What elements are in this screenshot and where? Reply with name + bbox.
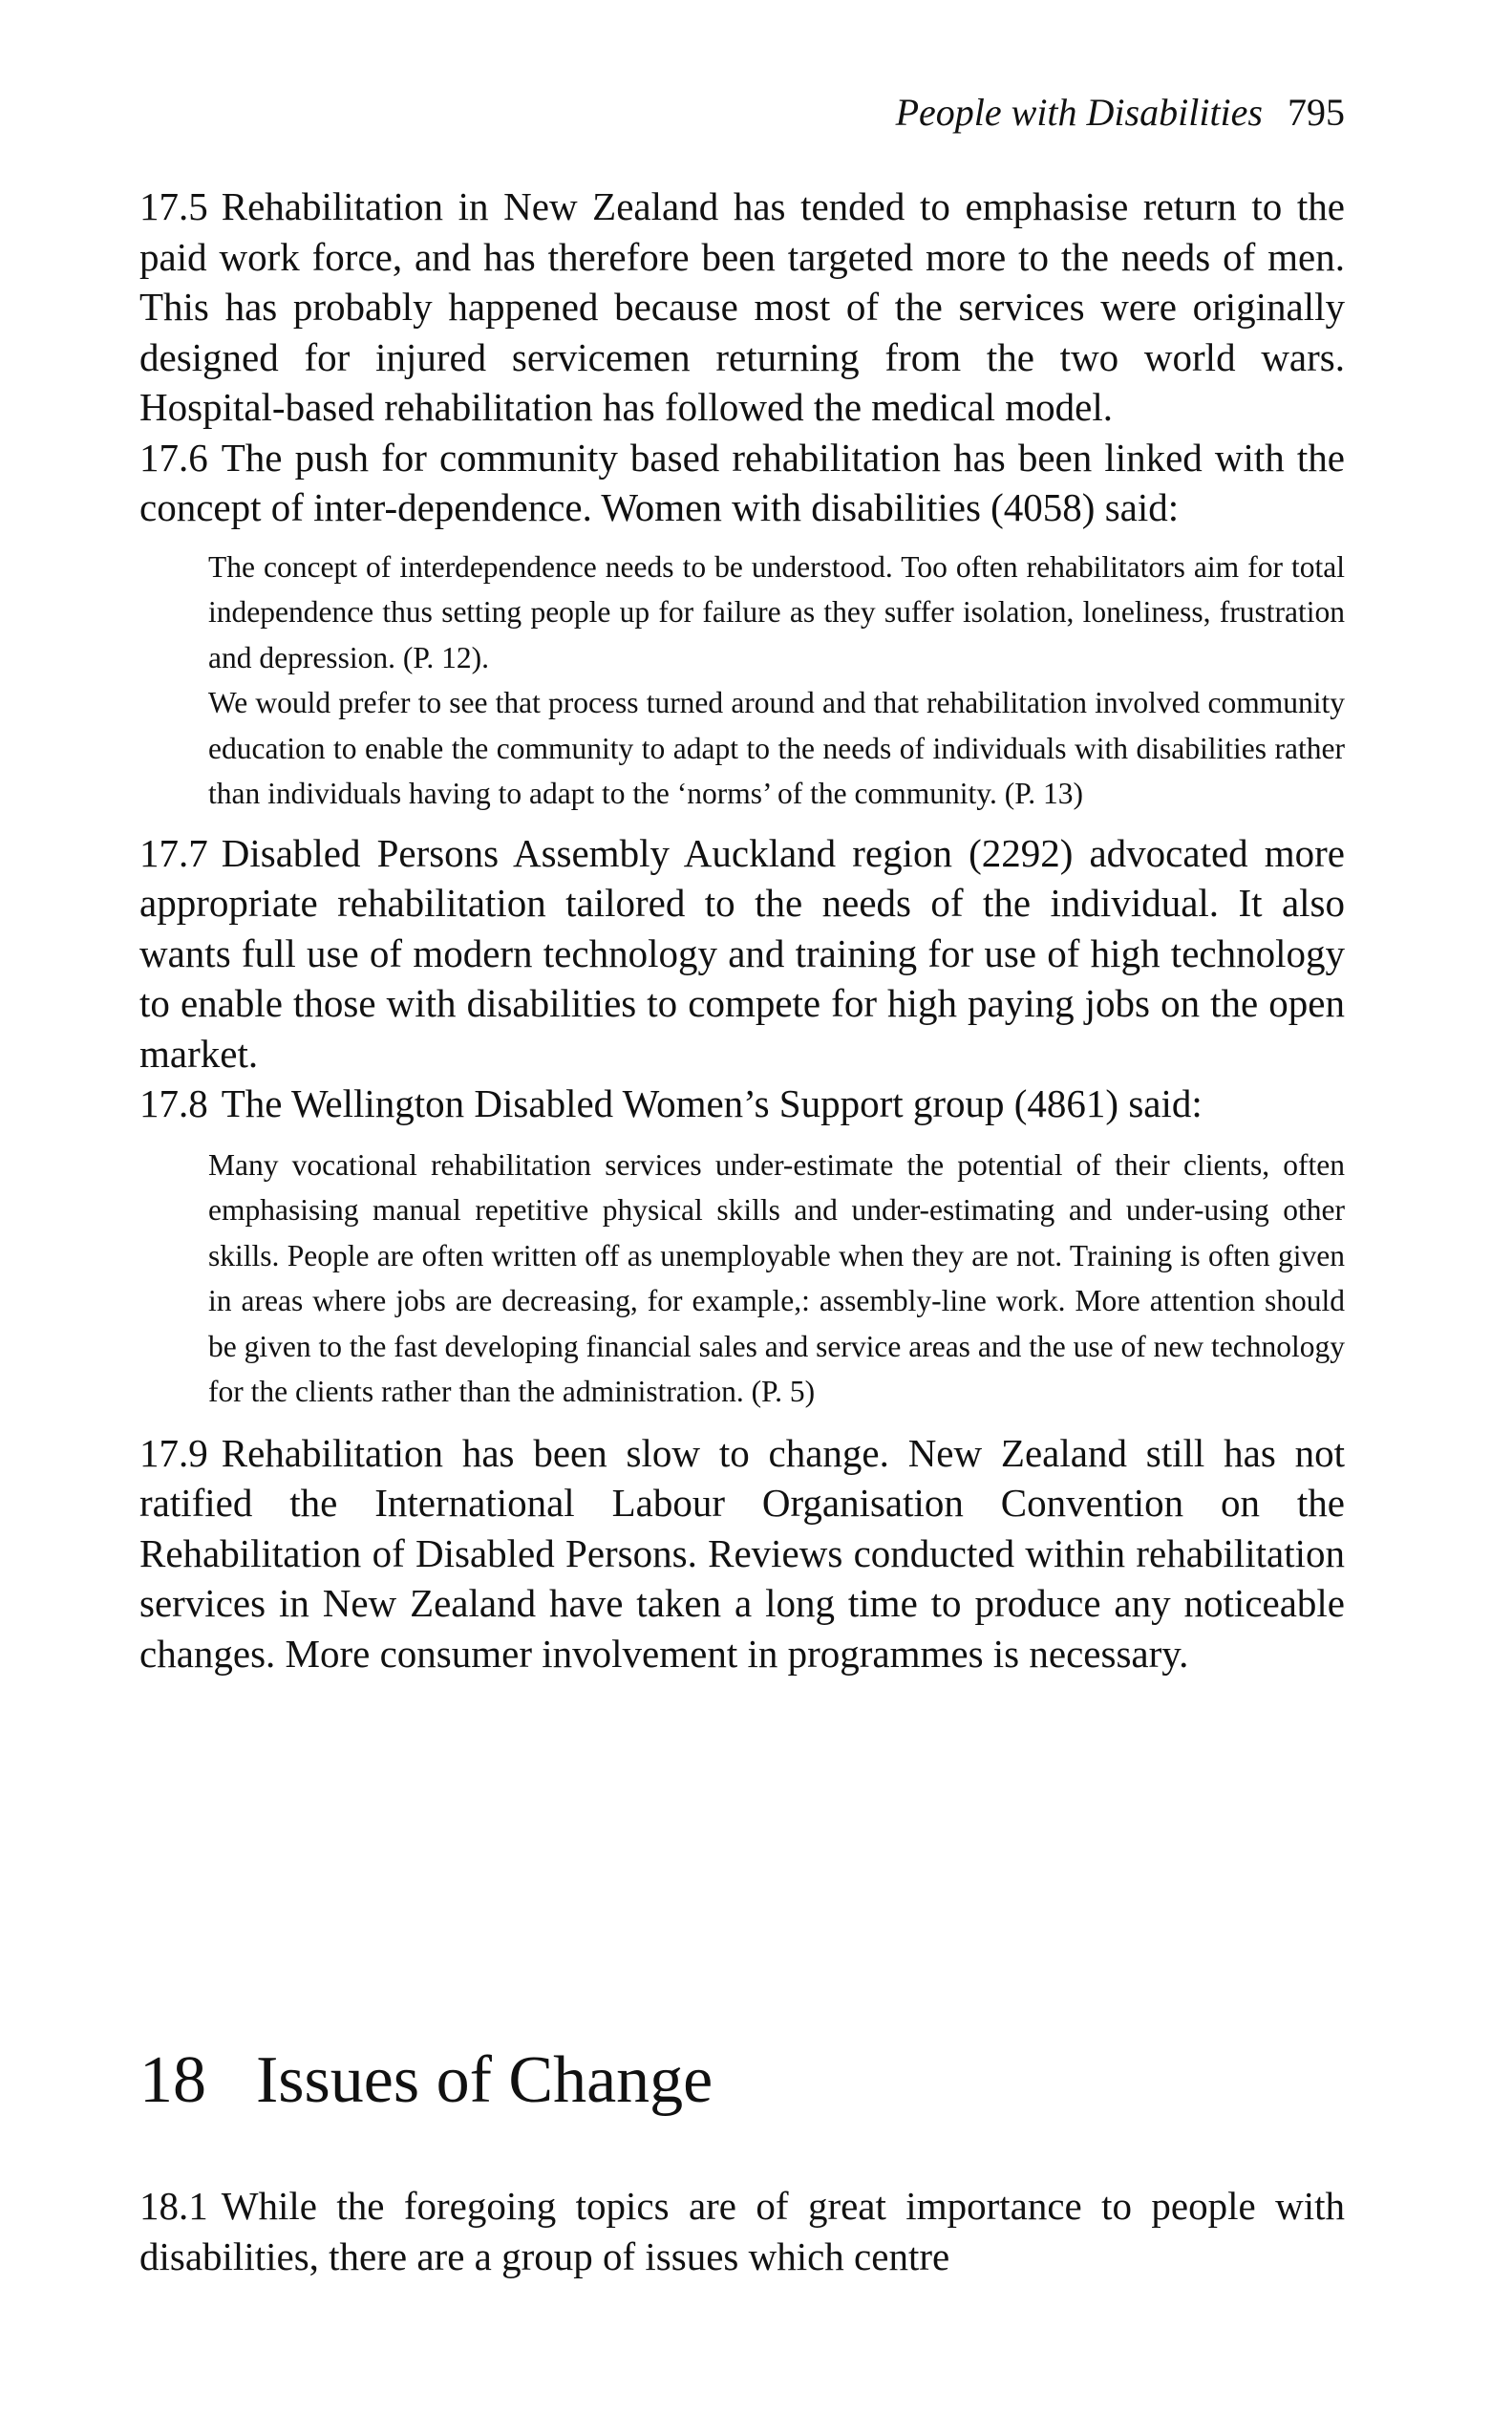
paragraph-number: 18.1 <box>139 2184 208 2228</box>
paragraph-17-8 <box>139 1079 1345 1129</box>
chapter-17-body <box>139 182 1345 1678</box>
chapter-18-body <box>139 2181 1345 2281</box>
quote-paragraph: We would prefer to see that process turned around and that rehabilitation involved community education to enable the community to adapt to the needs of individuals with disabilities rather than individuals having to adapt to the ‘norms’ of the community. (P. 13) <box>208 686 1345 810</box>
section-title: Issues of Change <box>256 2043 713 2117</box>
paragraph-number: 17.8 <box>139 1081 208 1125</box>
paragraph-text: Disabled Persons Assembly Auckland region (2292) advocated more appropriate rehabilitation tailored to the needs of the individual. It also wants full use of modern technology and training for use of high technology to enable those with disabilities to compete for high paying jobs on the open market. <box>139 830 1345 1076</box>
paragraph-number: 17.9 <box>139 1430 208 1475</box>
quote-paragraph: The concept of interdependence needs to be understood. Too often rehabilitators aim for total independence thus setting people up for failure as they suffer isolation, loneliness, frustration and depression. (P. 12). <box>208 549 1345 674</box>
paragraph-text: The Wellington Disabled Women’s Support group (4861) said: <box>221 1081 1203 1125</box>
page-number: 795 <box>1288 91 1345 134</box>
paragraph-number: 17.6 <box>139 435 208 480</box>
section-heading-18 <box>139 2043 713 2117</box>
paragraph-17-6 <box>139 433 1345 533</box>
paragraph-17-5 <box>139 182 1345 433</box>
paragraph-number: 17.5 <box>139 184 208 228</box>
paragraph-18-1 <box>139 2181 1345 2281</box>
quote-paragraph: Many vocational rehabilitation services under-estimate the potential of their clients, often emphasising manual repetitive physical skills and under-estimating and under-using other skills. People are often written off as unemployable when they are not. Training is often given in areas where jobs are decreasing, for example,: assembly-line work. More attention should be given to the fast developing financial sales and service areas and the use of new technology for the clients rather than the administration. (P. 5) <box>208 1147 1345 1408</box>
paragraph-text: Rehabilitation has been slow to change. New Zealand still has not ratified the International Labour Organisation Convention on the Rehabilitation of Disabled Persons. Reviews conducted within rehabilitation services in New Zealand have taken a long time to produce any noticeable changes. More consumer involvement in programmes is necessary. <box>139 1430 1345 1676</box>
paragraph-text: The push for community based rehabilitation has been linked with the concept of inter-dependence. Women with disabilities (4058) said: <box>139 435 1345 529</box>
paragraph-text: While the foregoing topics are of great importance to people with disabilities, there are a group of issues which centre <box>139 2184 1345 2278</box>
running-header <box>895 91 1345 134</box>
section-number: 18 <box>139 2043 206 2117</box>
paragraph-text: Rehabilitation in New Zealand has tended to emphasise return to the paid work force, and has therefore been targeted more to the needs of men. This has probably happened because most of the services were originally designed for injured servicemen returning from the two world wars. Hospital-based rehabilitation has followed the medical model. <box>139 184 1345 429</box>
block-quote-4861 <box>208 1143 1345 1415</box>
paragraph-17-9 <box>139 1428 1345 1679</box>
block-quote-4058 <box>208 545 1345 817</box>
running-title: People with Disabilities <box>895 91 1263 134</box>
paragraph-number: 17.7 <box>139 830 208 875</box>
paragraph-17-7 <box>139 828 1345 1079</box>
